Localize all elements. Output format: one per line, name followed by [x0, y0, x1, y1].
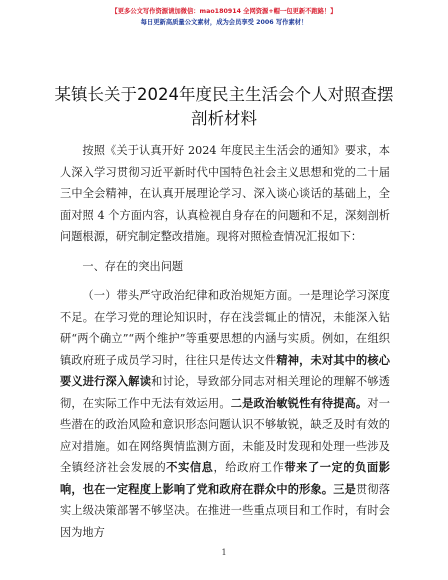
para-text-5: 贯彻落实上级决策部署不够坚决。在推进一些重点项目和工作时，有时会因为地方 [60, 482, 390, 539]
document-body [60, 140, 390, 543]
para-text-1: （一）带头严守政治纪律和政治规矩方面。一是理论学习深度不足。在学习党的理论知识时，存在浅尝辄止的情况，未能深入钻研“两个确立”“两个维护”等重要思想的内涵与实质。例如，在组织镇政府班子成员学习时，往往只是传达文件 [60, 289, 390, 367]
para-emphasis-2: 二是政治敏锐性有待提高。 [230, 395, 368, 410]
para-emphasis-4: 带来了一定的负面影响，也在一定程度上影响了党和政府在群众中的形象。三是 [60, 460, 390, 496]
para-text-3: 对一些潜在的政治风险和意识形态问题认识不够敏锐，缺乏及时有效的应对措施。如在网络舆情监测方面，未能及时发现和处理一些涉及全镇经济社会发展的 [60, 396, 390, 474]
promo-banner-line1: 【更多公文写作资源请加微信：mao180914 全网资源+帽一包更新不跑路！】 [111, 8, 337, 15]
para-emphasis-1: 精神，未对其中的核心要义进行深入解读 [60, 352, 390, 388]
para-emphasis-3: 不实信息 [166, 460, 214, 474]
intro-paragraph: 按照《关于认真开好 2024 年度民主生活会的通知》要求，本人深入学习贯彻习近平新时代中国特色社会主义思想和党的二十届三中全会精神，在认真开展理论学习、深入谈心谈话的基础上，全面对照 4 个方面内容，认真检视自身存在的问题和不足，深刻剖析问题根源，研究制定整改措施。现将对照检查情况汇报如下： [60, 144, 390, 243]
promo-banner-line2: 每日更新高质量公文素材，成为会员享受 2006 写作素材！ [140, 19, 308, 26]
section-heading: 一、存在的突出问题 [82, 259, 184, 273]
para-text-2: 和讨论，导致部分同志对相关理论的理解不够透彻，在实际工作中无法有效运用。 [60, 375, 390, 410]
promo-banner [60, 6, 388, 28]
document-title: 某镇长关于2024年度民主生活会个人对照查摆剖析材料 [54, 85, 394, 128]
para-text-4: ，给政府工作 [213, 461, 285, 474]
page-number: 1 [221, 548, 227, 557]
section-paragraph [60, 285, 390, 543]
